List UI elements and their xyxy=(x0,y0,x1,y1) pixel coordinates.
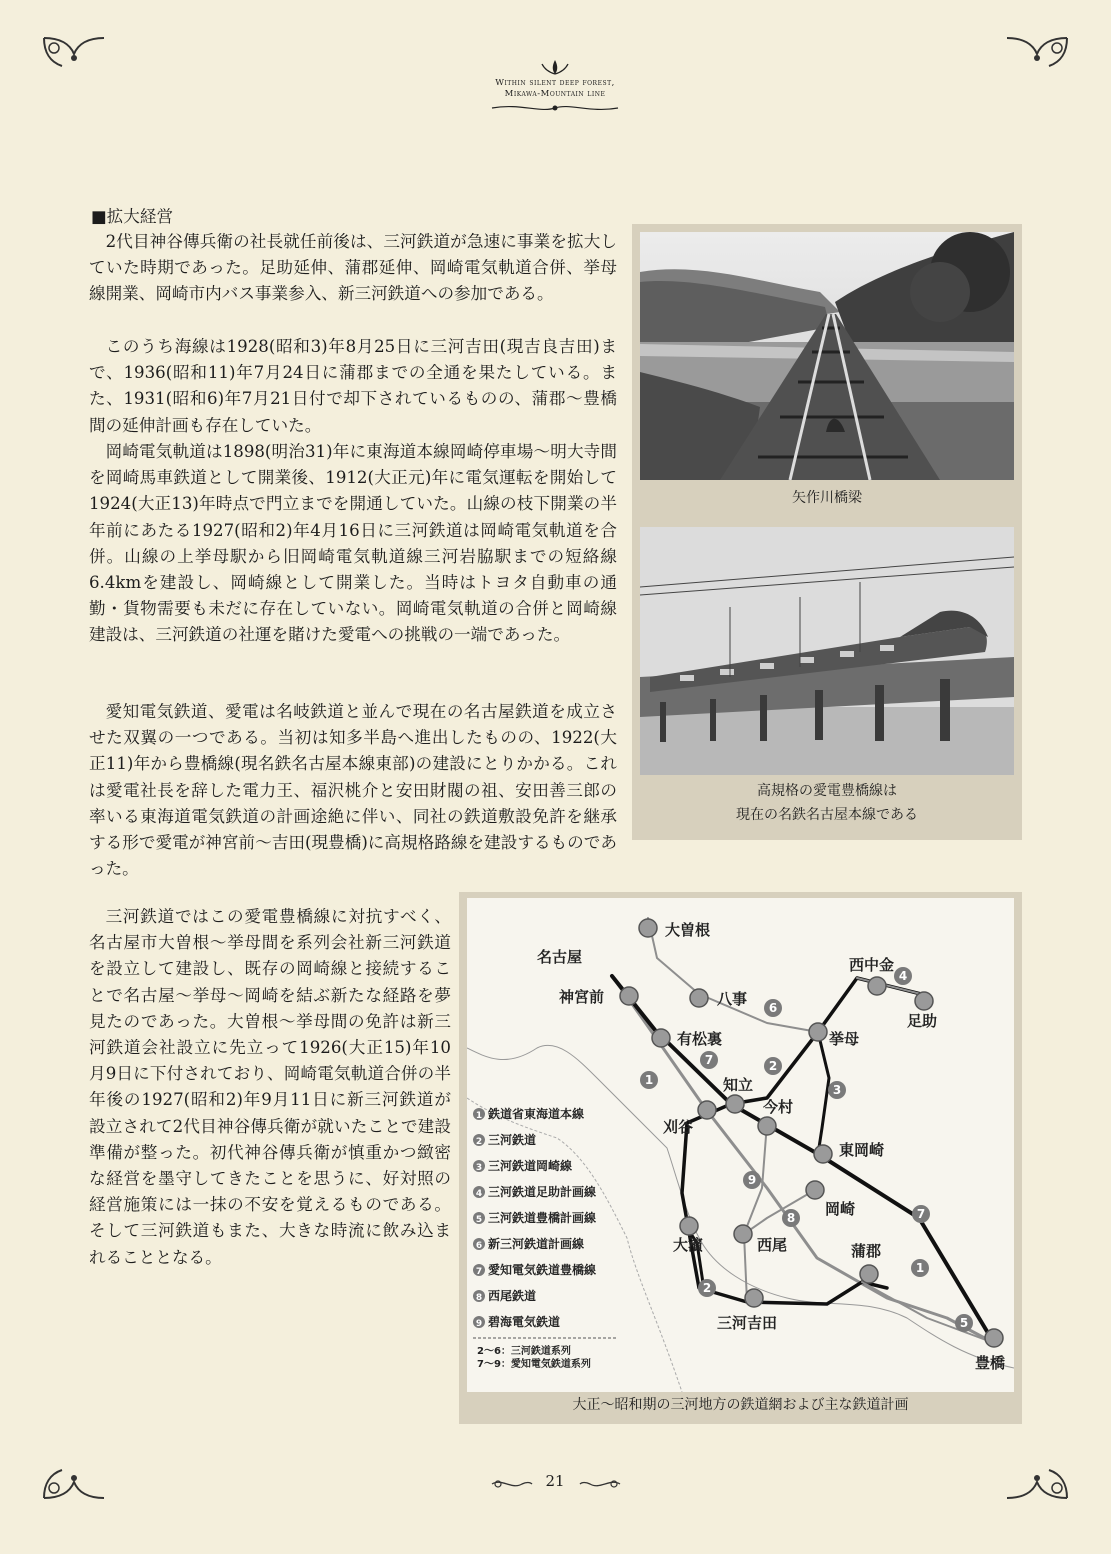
station-dot-higashiokazaki xyxy=(814,1145,832,1163)
photo-box-aiden-train xyxy=(632,522,1022,840)
svg-text:8: 8 xyxy=(475,1293,483,1303)
station-label-ozone: 大曽根 xyxy=(665,921,711,939)
route-marker-2a xyxy=(764,1057,782,1075)
footer-ornament-left xyxy=(490,1476,534,1492)
svg-text:5: 5 xyxy=(959,1316,969,1330)
paragraph-4: 愛知電気鉄道、愛電は名岐鉄道と並んで現在の名古屋鉄道を成立させた双翼の一つである。当初は知多半島へ進出したものの、1922(大正11)年から豊橋線(現名鉄名古屋本線東部)の建設にとりかかる。これは愛電社長を辞した電力王、福沢桃介と安田財閥の祖、安田善三郎の率いる東海道電気鉄道の計画途絶に伴い、同社の鉄道敷設免許を継承する形で愛電が神宮前～吉田(現豊橋)に高規格路線を建設するものであった。 xyxy=(89,702,617,879)
station-label-jingumae: 神宮前 xyxy=(559,988,605,1006)
svg-text:5: 5 xyxy=(475,1215,483,1225)
station-label-toyohashi: 豊橋 xyxy=(975,1354,1006,1372)
station-dot-gamagori xyxy=(860,1265,878,1283)
svg-text:鉄道省東海道本線: 鉄道省東海道本線 xyxy=(488,1107,585,1121)
svg-text:8: 8 xyxy=(786,1211,796,1225)
route-marker-2b xyxy=(698,1279,716,1297)
svg-text:9: 9 xyxy=(747,1173,757,1187)
paragraph-1: 2代目神谷傳兵衛の社長就任前後は、三河鉄道が急速に事業を拡大していた時期であった。足助延伸、蒲郡延伸、岡崎電気軌道合併、挙母線開業、岡崎市内バス事業参入、新三河鉄道への参加である。 xyxy=(89,232,617,304)
station-label-nagoya: 名古屋 xyxy=(537,948,583,966)
page-number: 21 xyxy=(545,1472,565,1490)
station-dot-okazaki xyxy=(806,1181,824,1199)
corner-ornament-top-right xyxy=(1003,34,1071,74)
svg-text:1: 1 xyxy=(475,1111,483,1121)
railway-map-box xyxy=(459,892,1022,1424)
svg-text:三河鉄道足助計画線: 三河鉄道足助計画線 xyxy=(488,1185,597,1199)
header-line-2: Mikawa-Mountain line xyxy=(504,89,606,99)
station-label-higashiokazaki: 東岡崎 xyxy=(839,1141,885,1159)
mikawa-railway-map xyxy=(467,898,1014,1392)
legend-item-4 xyxy=(473,1184,596,1199)
station-label-nishio: 西尾 xyxy=(757,1236,788,1254)
station-label-ohama: 大濱 xyxy=(673,1236,704,1254)
photo1-caption: 矢作川橋梁 xyxy=(792,490,862,506)
legend-item-3 xyxy=(473,1158,572,1173)
station-dot-asuke xyxy=(915,992,933,1010)
route-marker-7a xyxy=(700,1051,718,1069)
legend-note-2: 7～9：愛知電気鉄道系列 xyxy=(477,1359,591,1370)
svg-text:7: 7 xyxy=(916,1207,926,1221)
station-dot-koromo xyxy=(809,1023,827,1041)
svg-text:1: 1 xyxy=(915,1261,925,1275)
photo2-caption-line2: 現在の名鉄名古屋本線である xyxy=(736,807,918,823)
route-marker-1b xyxy=(911,1259,929,1277)
svg-text:3: 3 xyxy=(475,1163,483,1173)
svg-text:西尾鉄道: 西尾鉄道 xyxy=(488,1289,537,1303)
route-marker-8 xyxy=(782,1209,800,1227)
photo2-caption xyxy=(632,779,1022,827)
route-marker-5 xyxy=(955,1314,973,1332)
station-dot-kariya xyxy=(698,1101,716,1119)
svg-text:7: 7 xyxy=(475,1267,483,1277)
station-label-okazaki: 岡崎 xyxy=(825,1200,856,1218)
station-dot-ohama xyxy=(680,1217,698,1235)
legend-note-1: 2～6：三河鉄道系列 xyxy=(477,1346,571,1357)
station-dot-ozone xyxy=(639,919,657,937)
aiden-toyohashi-train-photo xyxy=(640,527,1014,775)
svg-text:2: 2 xyxy=(475,1137,483,1147)
route-marker-4 xyxy=(894,967,912,985)
svg-text:2: 2 xyxy=(702,1281,712,1295)
route-marker-6 xyxy=(764,999,782,1017)
corner-ornament-bottom-right xyxy=(1003,1462,1071,1502)
station-dot-nishinakagane xyxy=(868,977,886,995)
station-dot-jingumae xyxy=(620,987,638,1005)
svg-text:新三河鉄道計画線: 新三河鉄道計画線 xyxy=(488,1237,585,1251)
station-label-imamura: 今村 xyxy=(763,1098,794,1116)
station-label-gamagori: 蒲郡 xyxy=(851,1242,882,1260)
paragraph-3: 岡崎電気軌道は1898(明治31)年に東海道本線岡崎停車場～明大寺間を岡崎馬車鉄道として開業後、1912(大正元)年に電気運転を開始して1924(大正13)年時点で門立までを開通していた。山線の枝下開業の半年前にあたる1927(昭和2)年4月16日に三河鉄道は岡崎電気軌道を合併。山線の上挙母駅から旧岡崎電気軌道線三河岩脇駅までの短絡線6.4kmを建設し、岡崎線として開業した。当時はトヨタ自動車の通勤・貨物需要も未だに存在していない。岡崎電気軌道の合併と岡崎線建設は、三河鉄道の社運を賭けた愛電への挑戦の一端であった。 xyxy=(89,442,617,645)
svg-text:3: 3 xyxy=(832,1083,842,1097)
route-marker-1a xyxy=(640,1071,658,1089)
footer-ornament-right xyxy=(578,1476,622,1492)
station-label-koromo: 挙母 xyxy=(829,1030,860,1048)
station-dot-toyohashi xyxy=(985,1329,1003,1347)
station-label-hatchi: 八事 xyxy=(717,990,748,1008)
running-header xyxy=(430,78,680,100)
station-label-mikawayoshida: 三河吉田 xyxy=(717,1314,778,1332)
legend-item-7 xyxy=(473,1262,596,1277)
station-label-nishinakagane: 西中金 xyxy=(849,956,895,974)
photo-box-yahagi-bridge xyxy=(632,224,1022,522)
station-label-arimatsu: 有松裏 xyxy=(677,1030,723,1048)
corner-ornament-bottom-left xyxy=(40,1462,108,1502)
photo2-caption-line1: 高規格の愛電豊橋線は xyxy=(757,783,897,799)
svg-text:三河鉄道岡崎線: 三河鉄道岡崎線 xyxy=(488,1159,573,1173)
svg-text:2: 2 xyxy=(768,1059,778,1073)
paragraph-5: 三河鉄道ではこの愛電豊橋線に対抗すべく、名古屋市大曽根～挙母間を系列会社新三河鉄道を設立して建設し、既存の岡崎線と接続することで名古屋～挙母～岡崎を結ぶ新たな経路を夢見たのであった。大曽根～挙母間の免許は新三河鉄道会社設立に先立って1926(大正15)年10月9日に下付されており、岡崎電気軌道合併の半年後の1927(昭和2)年9月11日に新三河鉄道が設立されて2代目神谷傳兵衛が就いたことで建設準備が整った。初代神谷傳兵衛が慎重かつ緻密な経営を墨守してきたことを思うに、好対照の経営施策には一抹の不安を覚えるものである。そして三河鉄道もまた、大きな時流に飲み込まれることとなる。 xyxy=(89,907,451,1267)
svg-text:愛知電気鉄道豊橋線: 愛知電気鉄道豊橋線 xyxy=(488,1263,597,1277)
header-flourish-ornament xyxy=(490,101,620,115)
station-label-chiryu: 知立 xyxy=(723,1076,754,1094)
paragraph-2: このうち海線は1928(昭和3)年8月25日に三河吉田(現吉良吉田)まで、1936(昭和11)年7月24日に蒲郡までの全通を果たしている。また、1931(昭和6)年7月21日付で却下されているものの、蒲郡～豊橋間の延伸計画も存在していた。 xyxy=(89,337,617,435)
svg-text:7: 7 xyxy=(704,1053,714,1067)
station-label-asuke: 足助 xyxy=(907,1012,938,1030)
route-marker-9 xyxy=(743,1171,761,1189)
station-dot-nishio xyxy=(734,1225,752,1243)
yahagi-bridge-photo xyxy=(640,232,1014,480)
svg-text:4: 4 xyxy=(898,969,908,983)
svg-text:三河鉄道: 三河鉄道 xyxy=(488,1133,537,1147)
svg-text:1: 1 xyxy=(644,1073,654,1087)
station-dot-mikawayoshida xyxy=(745,1289,763,1307)
corner-ornament-top-left xyxy=(40,34,108,74)
svg-text:9: 9 xyxy=(475,1319,483,1329)
svg-text:6: 6 xyxy=(475,1241,483,1251)
station-dot-hatchi xyxy=(690,989,708,1007)
legend-item-6 xyxy=(473,1236,584,1251)
svg-text:三河鉄道豊橋計画線: 三河鉄道豊橋計画線 xyxy=(488,1211,597,1225)
station-label-kariya: 刈谷 xyxy=(663,1118,694,1136)
station-dot-chiryu xyxy=(726,1095,744,1113)
legend-item-5 xyxy=(473,1210,596,1225)
svg-text:碧海電気鉄道: 碧海電気鉄道 xyxy=(488,1315,561,1329)
section-heading: ■拡大経営 xyxy=(91,207,174,226)
station-dot-arimatsu xyxy=(652,1029,670,1047)
legend-item-1 xyxy=(473,1106,584,1121)
header-line-1: Within silent deep forest, xyxy=(495,78,615,88)
route-marker-3 xyxy=(828,1081,846,1099)
route-marker-7b xyxy=(912,1205,930,1223)
svg-text:4: 4 xyxy=(475,1189,483,1199)
header-fleur-ornament xyxy=(540,60,570,78)
svg-text:6: 6 xyxy=(768,1001,778,1015)
station-dot-imamura xyxy=(758,1117,776,1135)
map-caption: 大正～昭和期の三河地方の鉄道網および主な鉄道計画 xyxy=(572,1397,909,1413)
